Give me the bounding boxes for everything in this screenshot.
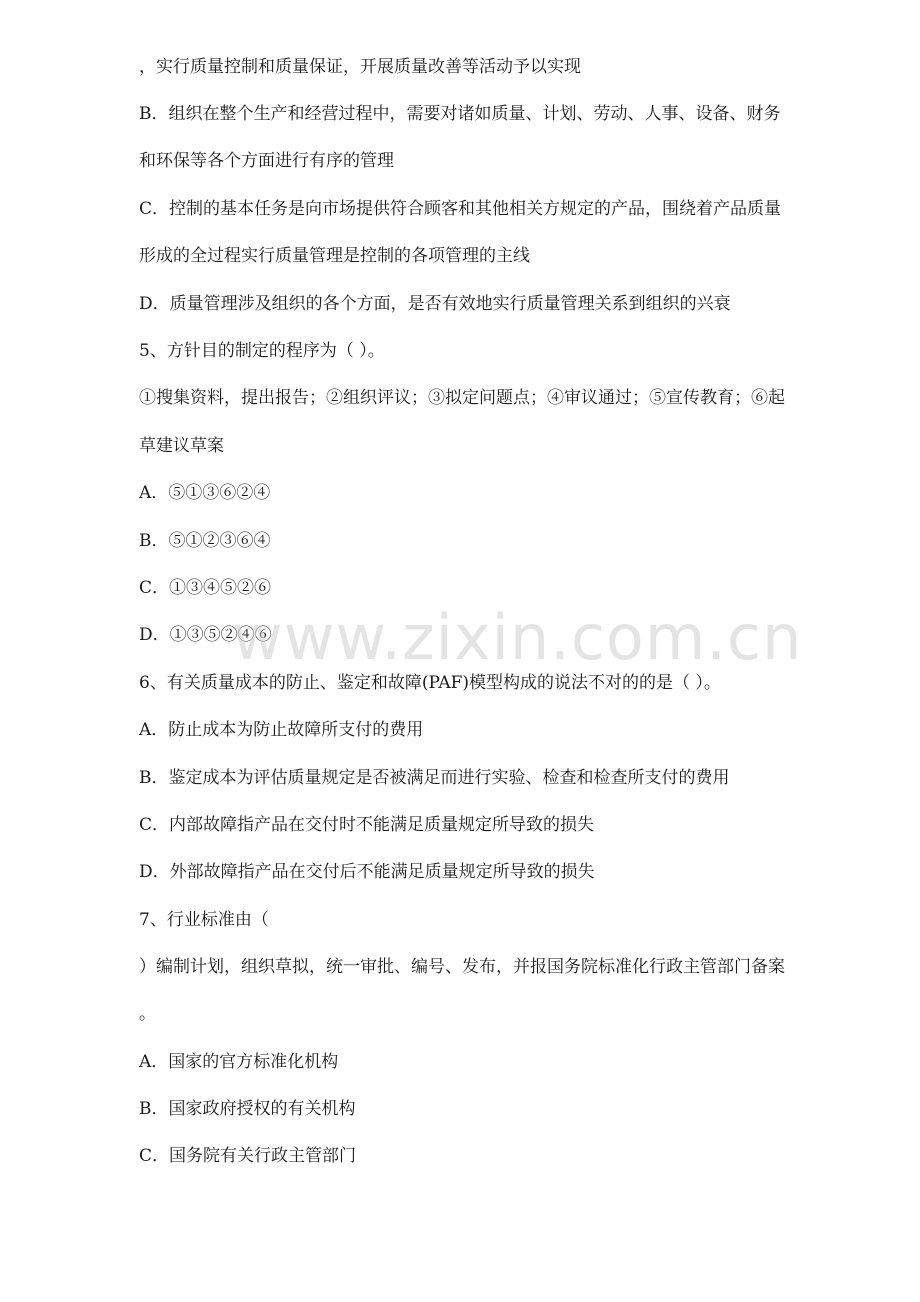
- option-c: C．①③④⑤②⑥: [139, 578, 272, 598]
- option-c: C．国务院有关行政主管部门: [139, 1146, 357, 1166]
- text-line: 形成的全过程实行质量管理是控制的各项管理的主线: [139, 246, 530, 266]
- text-line: D．质量管理涉及组织的各个方面，是否有效地实行质量管理关系到组织的兴衰: [139, 294, 731, 314]
- text-line: B．组织在整个生产和经营过程中，需要对诸如质量、计划、劳动、人事、设备、财务: [139, 104, 781, 124]
- option-b: B．鉴定成本为评估质量规定是否被满足而进行实验、检查和检查所支付的费用: [139, 768, 730, 788]
- option-d: D．外部故障指产品在交付后不能满足质量规定所导致的损失: [139, 862, 595, 882]
- question-7: 7、行业标准由（: [139, 910, 269, 930]
- option-a: A．⑤①③⑥②④: [139, 483, 271, 503]
- option-a: A．防止成本为防止故障所支付的费用: [139, 720, 424, 740]
- question-5: 5、方针目的制定的程序为（ ）。: [139, 341, 385, 361]
- watermark-text: www.zixin.com.cn: [232, 601, 803, 674]
- text-line: C．控制的基本任务是向市场提供符合顾客和其他相关方规定的产品，围绕着产品质量: [139, 199, 782, 219]
- text-line: ，实行质量控制和质量保证，开展质量改善等活动予以实现: [139, 57, 581, 77]
- text-line: 草建议草案: [139, 436, 224, 456]
- option-b: B．⑤①②③⑥④: [139, 531, 271, 551]
- text-line: ①搜集资料，提出报告；②组织评议；③拟定问题点；④审议通过；⑤宣传教育；⑥起: [139, 388, 785, 408]
- text-line: 和环保等各个方面进行有序的管理: [139, 151, 394, 171]
- option-d: D．①③⑤②④⑥: [139, 625, 272, 645]
- option-a: A．国家的官方标准化机构: [139, 1052, 339, 1072]
- question-6: 6、有关质量成本的防止、鉴定和故障(PAF)模型构成的说法不对的的是（ ）。: [139, 673, 721, 693]
- text-line: 。: [139, 1004, 156, 1024]
- option-b: B．国家政府授权的有关机构: [139, 1099, 356, 1119]
- option-c: C．内部故障指产品在交付时不能满足质量规定所导致的损失: [139, 815, 595, 835]
- text-line: ）编制计划，组织草拟，统一审批、编号、发布，并报国务院标准化行政主管部门备案: [139, 957, 785, 977]
